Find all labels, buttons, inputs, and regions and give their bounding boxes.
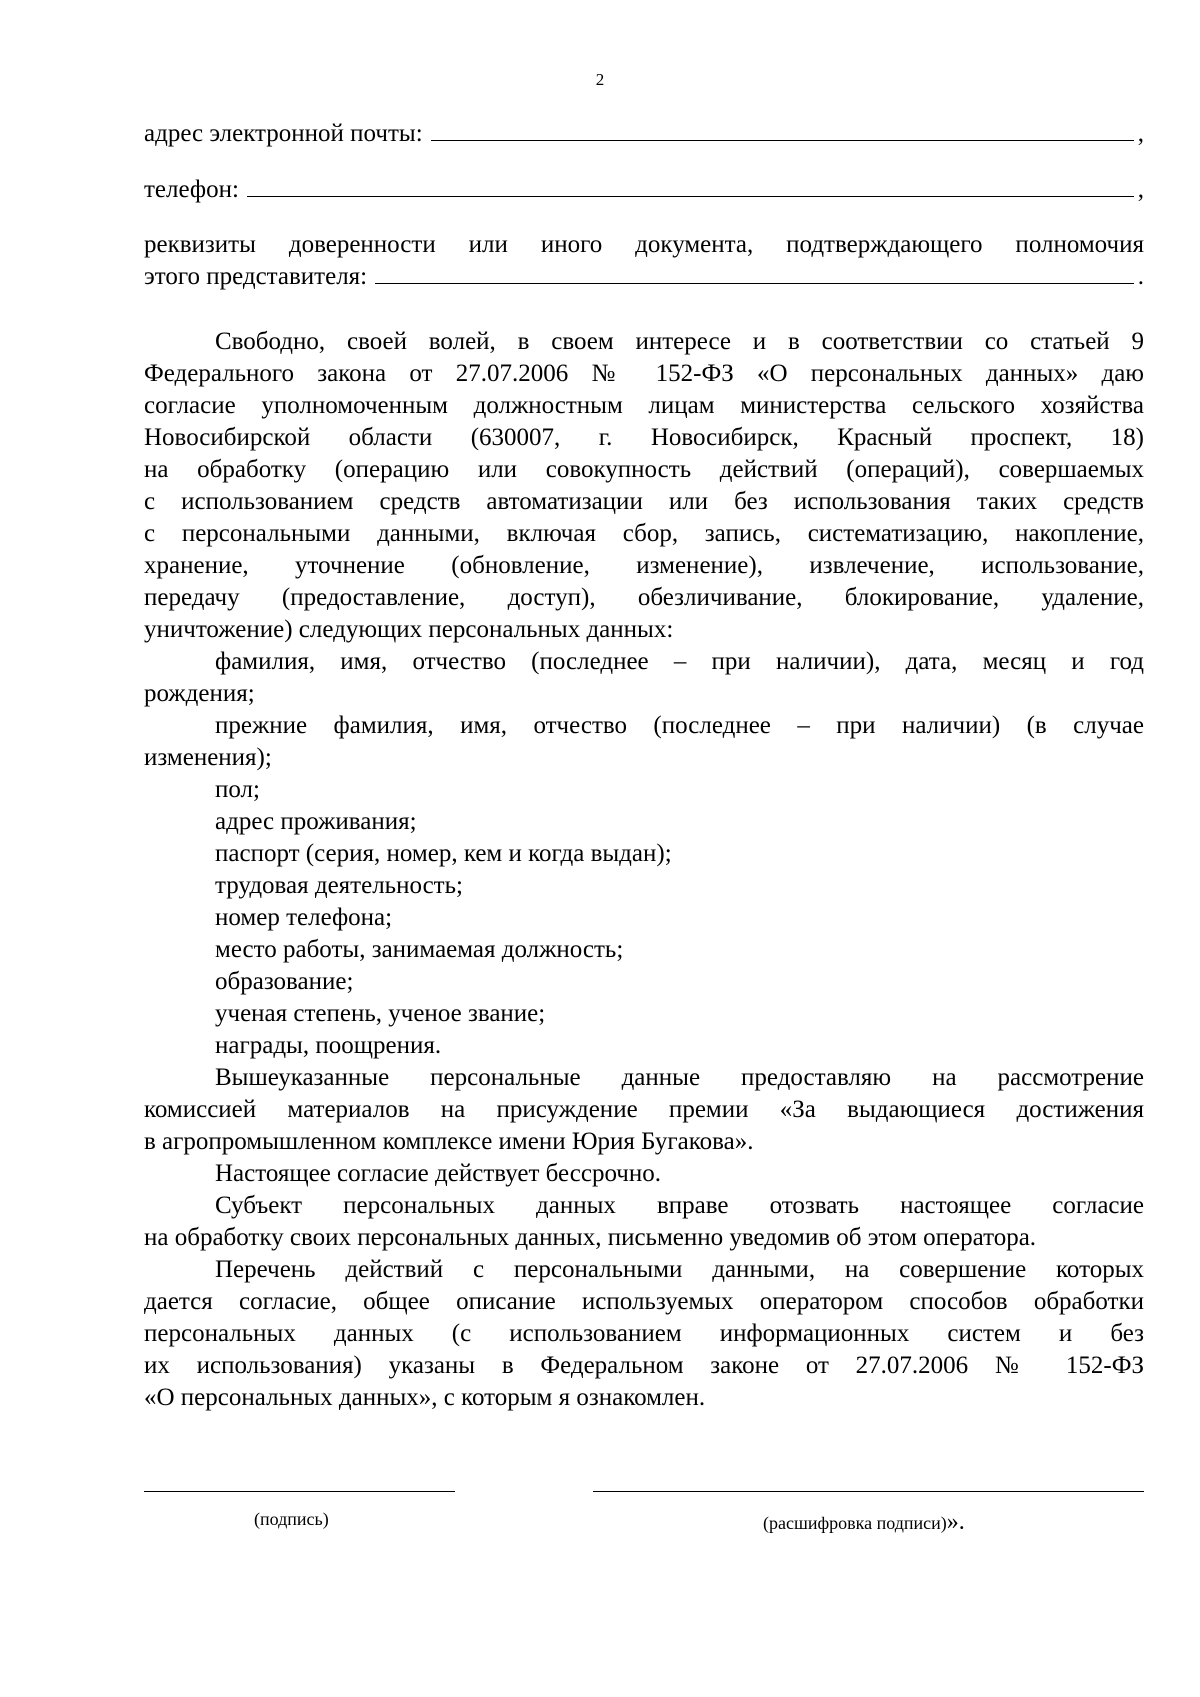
data-item-line: рождения; (144, 680, 255, 707)
data-item: адрес проживания; (215, 808, 417, 835)
data-item-line: изменения); (144, 744, 272, 771)
data-item: награды, поощрения. (215, 1032, 442, 1059)
consent-line: на обработку (операцию или совокупность действий (операций), совершаемых (144, 456, 1144, 483)
consent-line: согласие уполномоченным должностным лицам министерства сельского хозяйства (144, 392, 1144, 419)
phone-end-comma: , (1137, 176, 1144, 203)
poa-field-row (144, 261, 1144, 293)
actions-line: Перечень действий с персональными данными, на совершение которых (215, 1256, 1144, 1283)
data-item: номер телефона; (215, 904, 393, 931)
email-end-comma: , (1137, 120, 1144, 147)
data-item: трудовая деятельность; (215, 872, 463, 899)
consent-line: Свободно, своей волей, в своем интересе и в соответствии со статьей 9 (215, 328, 1144, 355)
revoke-line: Субъект персональных данных вправе отозвать настоящее согласие (215, 1192, 1144, 1219)
actions-line: дается согласие, общее описание используемых оператором способов обработки (144, 1288, 1144, 1315)
signature-decoding-line[interactable] (593, 1491, 1144, 1492)
actions-paragraph (144, 1254, 1144, 1414)
consent-line: уничтожение) следующих персональных данных: (144, 616, 674, 643)
data-item-line: фамилия, имя, отчество (последнее – при наличии), дата, месяц и год (215, 648, 1144, 675)
poa-line-1: реквизиты доверенности или иного документа, подтверждающего полномочия (144, 231, 1144, 258)
signature-caption: (подпись) (254, 1509, 329, 1529)
actions-line: их использования) указаны в Федеральном законе от 27.07.2006 № 152-ФЗ (144, 1352, 1144, 1379)
consent-line: Новосибирской области (630007, г. Новосибирск, Красный проспект, 18) (144, 424, 1144, 451)
data-item: ученая степень, ученое звание; (215, 1000, 546, 1027)
signature-decoding-caption-end: ». (946, 1509, 965, 1535)
consent-line: Федерального закона от 27.07.2006 № 152-ФЗ «О персональных данных» даю (144, 360, 1144, 387)
purpose-paragraph (144, 1062, 1144, 1158)
consent-paragraph (144, 326, 1144, 646)
email-field-row (144, 118, 1144, 150)
revoke-paragraph (144, 1190, 1144, 1254)
purpose-line: Вышеуказанные персональные данные предоставляю на рассмотрение (215, 1064, 1144, 1091)
consent-line: хранение, уточнение (обновление, изменение), извлечение, использование, (144, 552, 1144, 579)
data-item: паспорт (серия, номер, кем и когда выдан); (215, 840, 672, 867)
poa-blank-line[interactable] (375, 261, 1134, 284)
email-label: адрес электронной почты: (144, 120, 423, 147)
data-item: место работы, занимаемая должность; (215, 936, 624, 963)
phone-blank-line[interactable] (247, 174, 1134, 197)
validity-paragraph (144, 1158, 1144, 1190)
data-items-list (144, 646, 1144, 1062)
revoke-line: на обработку своих персональных данных, письменно уведомив об этом оператора. (144, 1224, 1037, 1251)
purpose-line: комиссией материалов на присуждение премии «За выдающиеся достижения (144, 1096, 1144, 1123)
signature-line[interactable] (144, 1491, 455, 1492)
validity-text: Настоящее согласие действует бессрочно. (215, 1160, 661, 1187)
data-item: образование; (215, 968, 354, 995)
actions-line: персональных данных (с использованием информационных систем и без (144, 1320, 1144, 1347)
email-blank-line[interactable] (431, 118, 1134, 141)
phone-label: телефон: (144, 176, 239, 203)
page-number: 2 (595, 70, 605, 89)
phone-field-row (144, 174, 1144, 206)
consent-line: с использованием средств автоматизации или без использования таких средств (144, 488, 1144, 515)
signature-decoding-caption (763, 1509, 965, 1536)
consent-line: с персональными данными, включая сбор, запись, систематизацию, накопление, (144, 520, 1144, 547)
data-item-line: прежние фамилия, имя, отчество (последнее – при наличии) (в случае (215, 712, 1144, 739)
poa-label: этого представителя: (144, 263, 368, 290)
signature-decoding-caption-text: (расшифровка подписи) (763, 1513, 947, 1533)
actions-line: «О персональных данных», с которым я ознакомлен. (144, 1384, 706, 1411)
poa-end-period: . (1137, 263, 1144, 290)
data-item: пол; (215, 776, 260, 803)
purpose-line: в агропромышленном комплексе имени Юрия Бугакова». (144, 1128, 754, 1155)
consent-line: передачу (предоставление, доступ), обезличивание, блокирование, удаление, (144, 584, 1144, 611)
